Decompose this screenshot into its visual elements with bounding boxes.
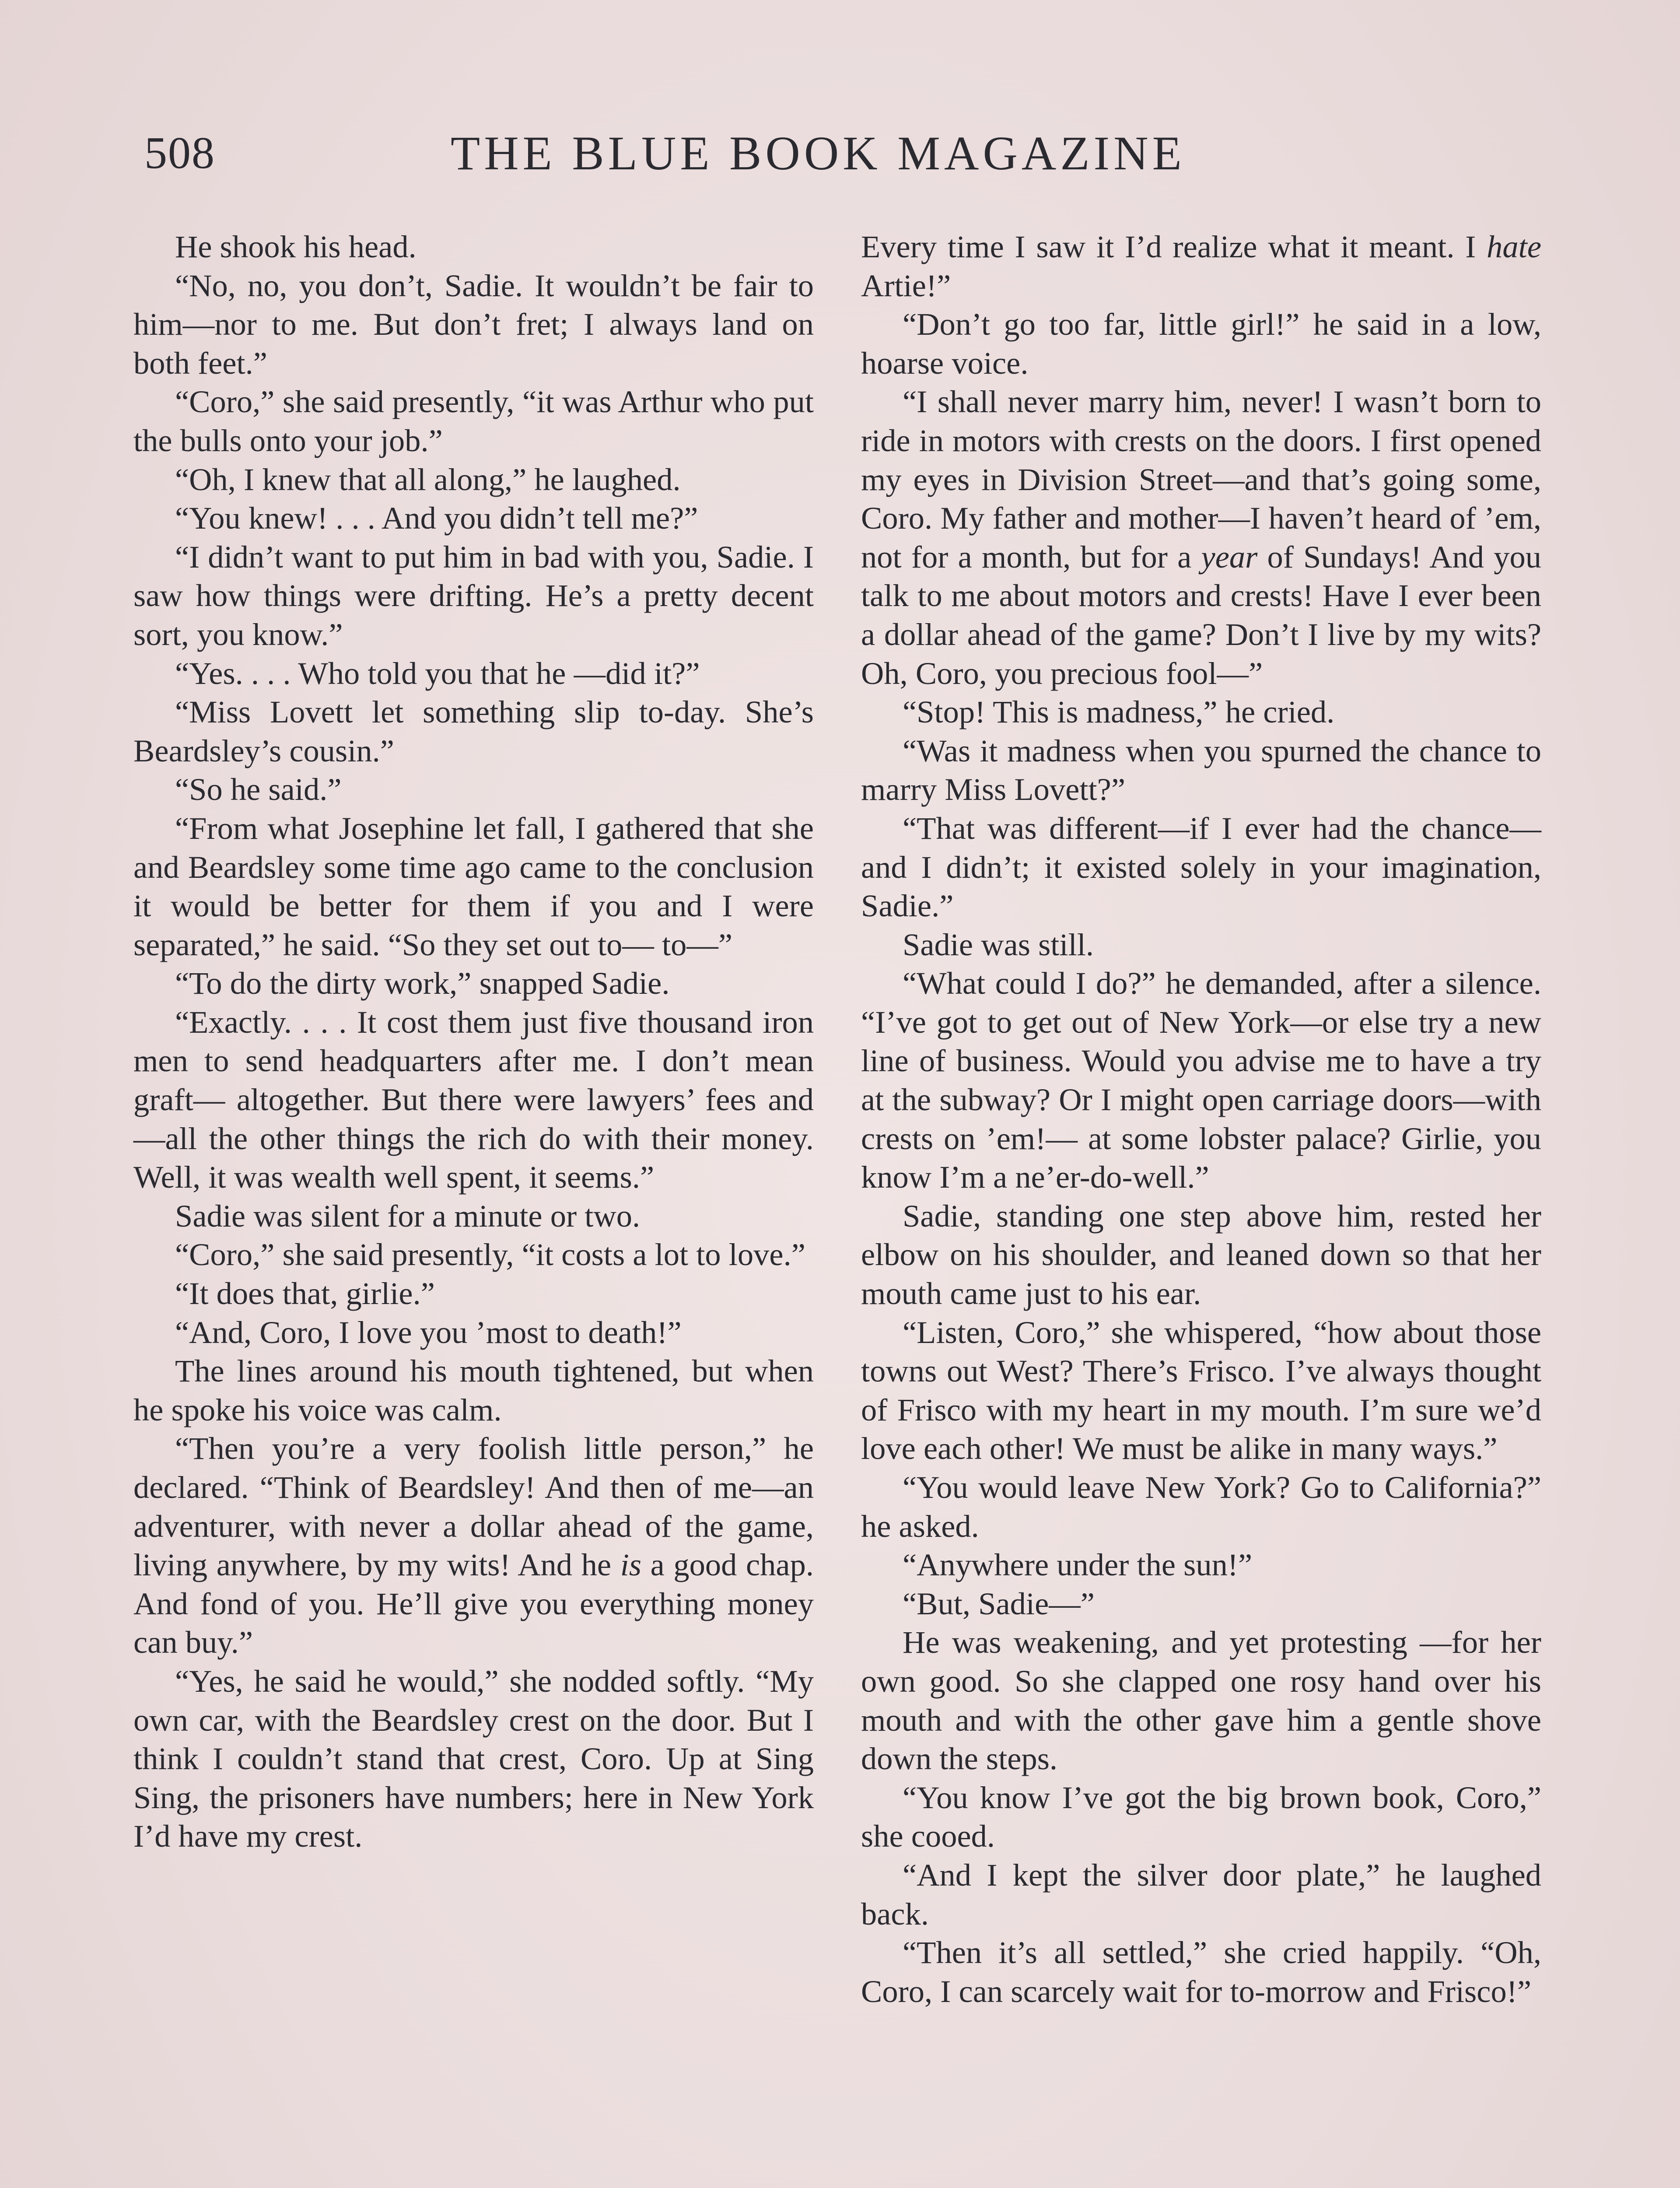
page-header [136,123,1549,193]
emphasis: hate [1487,229,1541,264]
paragraph: Sadie was still. [903,926,1094,962]
paragraph: “And, Coro, I love you ’most to death!” [175,1314,682,1350]
running-head: THE BLUE BOOK MAGAZINE [451,126,1186,180]
paragraph: “That was different—if I ever had the chance—and I didn’t; it existed solely in your imagination, Sadie.” [861,810,1541,924]
paragraph: “Anywhere under the sun!” [903,1547,1253,1583]
paragraph: “Exactly. . . . It cost them just five thousand iron men to send headquarters after me. I don’t mean graft— altogether. But there were lawyers’ fees and—all the other things the rich do with their money. Well, it was wealth well spent, it seems.” [133,1004,814,1195]
right-column [861,228,1541,2188]
left-column [133,228,814,2188]
paragraph: The lines around his mouth tightened, but when he spoke his voice was calm. [133,1353,814,1427]
paragraph-text: of Sundays! And you talk to me about motors and crests! Have I ever been a dollar ahead of the game? Don’t I live by my wits? Oh, Coro, you precious fool—” [861,539,1541,691]
paragraph: “I didn’t want to put him in bad with you, Sadie. I saw how things were drifting. He’s a pretty decent sort, you know.” [133,539,814,652]
paragraph: “So he said.” [175,771,342,807]
paragraph: Sadie was silent for a minute or two. [175,1198,640,1234]
paragraph-text: “I shall never marry him, never! I wasn’t born to ride in motors with crests on the doors. I first opened my eyes in Division Street—and that’s going some, Coro. My father and mother—I haven’t heard of ’em, not for a month, but for a [861,384,1541,575]
paragraph-text: Every time I saw it I’d realize what it meant. I [861,229,1487,264]
paragraph: “Don’t go too far, little girl!” he said in a low, hoarse voice. [861,306,1541,381]
paragraph [133,1429,814,1662]
emphasis: year [1201,539,1258,575]
paragraph: “Yes, he said he would,” she nodded softly. “My own car, with the Beardsley crest on the door. But I think I couldn’t stand that crest, Coro. Up at Sing Sing, the prisoners have numbers; here in New York I’d have my crest. [133,1663,814,1854]
paragraph: “Stop! This is madness,” he cried. [903,694,1335,730]
paragraph-text: a good chap. And fond of you. He’ll give you everything money can buy.” [133,1547,814,1660]
page-number: 508 [144,128,215,178]
paragraph: “Was it madness when you spurned the chance to marry Miss Lovett?” [861,733,1541,807]
emphasis: is [620,1547,642,1583]
paragraph: “Oh, I knew that all along,” he laughed. [175,461,681,497]
paragraph: “From what Josephine let fall, I gathered that she and Beardsley some time ago came to the conclusion it would be better for them if you and I were separated,” he said. “So they set out to— to—” [133,810,814,962]
paragraph: Sadie, standing one step above him, rested her elbow on his shoulder, and leaned down so that her mouth came just to his ear. [861,1198,1541,1311]
paragraph: “You know I’ve got the big brown book, Coro,” she cooed. [861,1779,1541,1854]
paragraph: “Miss Lovett let something slip to-day. She’s Beardsley’s cousin.” [133,694,814,768]
paragraph: “No, no, you don’t, Sadie. It wouldn’t be fair to him—nor to me. But don’t fret; I always land on both feet.” [133,267,814,381]
paragraph: He shook his head. [175,229,416,264]
paragraph-text: Artie!” [861,267,951,303]
paragraph [861,228,1541,305]
paragraph: “You would leave New York? Go to California?” he asked. [861,1469,1541,1544]
paragraph: “Coro,” she said presently, “it costs a lot to love.” [175,1237,805,1273]
paragraph: “What could I do?” he demanded, after a silence. “I’ve got to get out of New York—or else try a new line of business. Would you advise me to have a try at the subway? Or I might open carriage doors—with crests on ’em!— at some lobster palace? Girlie, you know I’m a ne’er-do-well.” [861,965,1541,1195]
paragraph: “To do the dirty work,” snapped Sadie. [175,965,670,1001]
paragraph: He was weakening, and yet protesting —for her own good. So she clapped one rosy hand over his mouth and with the other gave him a gentle shove down the steps. [861,1624,1541,1777]
paragraph: “It does that, girlie.” [175,1276,435,1311]
paragraph: “But, Sadie—” [903,1585,1095,1621]
paragraph-text: “Then you’re a very foolish little person,” he declared. “Think of Beardsley! And then of me—an adventurer, with never a dollar ahead of the game, living anywhere, by my wits! And he [133,1431,814,1583]
paragraph: “Listen, Coro,” she whispered, “how about those towns out West? There’s Frisco. I’ve always thought of Frisco with my heart in my mouth. I’m sure we’d love each other! We must be alike in many ways.” [861,1314,1541,1466]
paragraph: “You knew! . . . And you didn’t tell me?” [175,500,698,536]
paragraph [861,382,1541,693]
paragraph: “Then it’s all settled,” she cried happily. “Oh, Coro, I can scarcely wait for to-morrow and Frisco!” [861,1935,1541,2009]
paragraph: “And I kept the silver door plate,” he laughed back. [861,1857,1541,1932]
paragraph: “Coro,” she said presently, “it was Arthur who put the bulls onto your job.” [133,384,814,458]
paragraph: “Yes. . . . Who told you that he —did it?” [175,655,700,691]
